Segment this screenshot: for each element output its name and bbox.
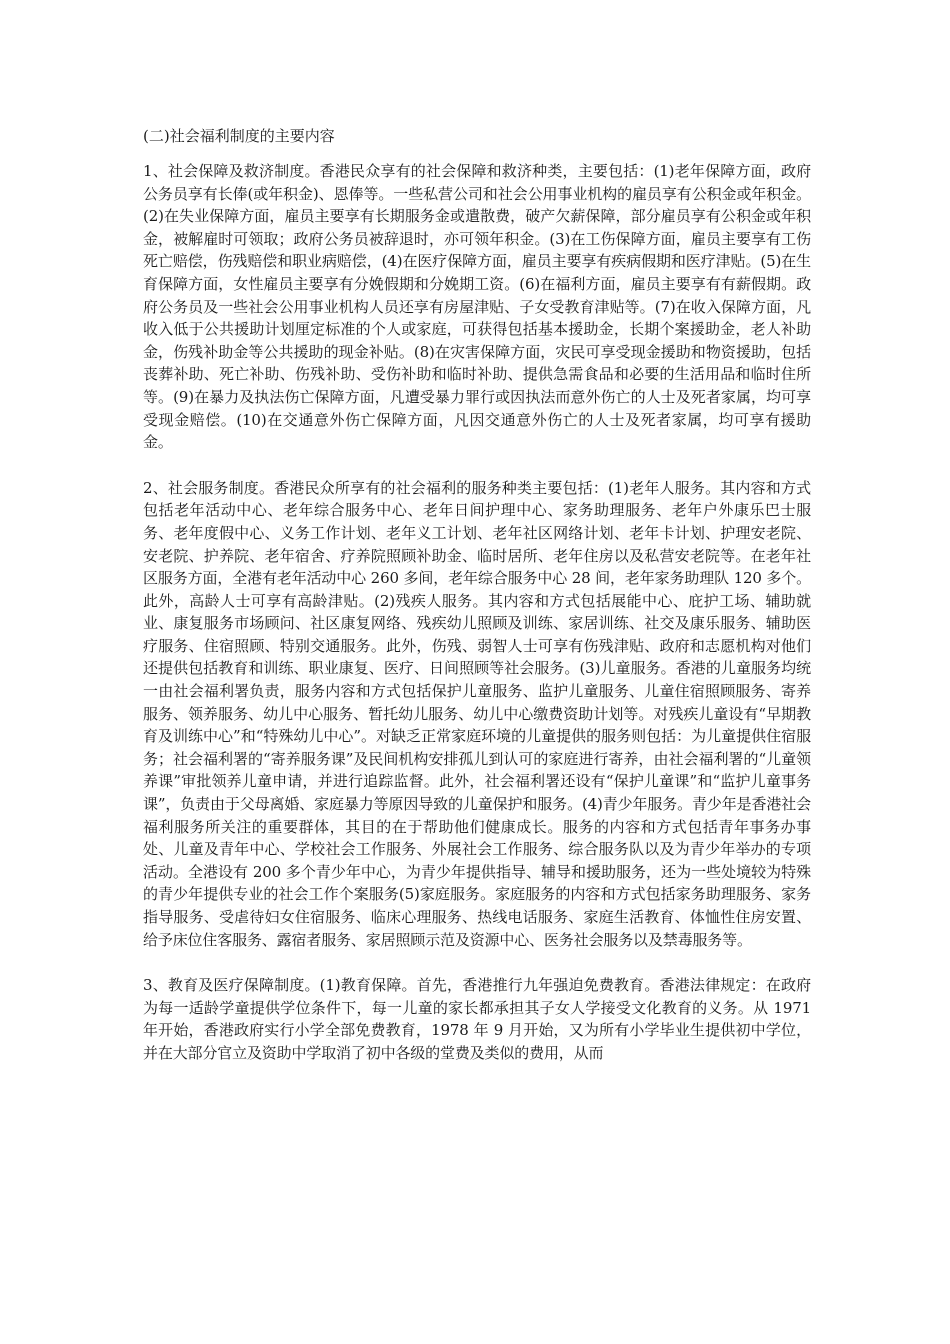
paragraph-social-services: 2、社会服务制度。香港民众所享有的社会福利的服务种类主要包括：(1)老年人服务。其内容和方式包括老年活动中心、老年综合服务中心、老年日间护理中心、家务助理服务、老年户外康乐巴士服务、老年度假中心、义务工作计划、老年义工计划、老年社区网络计划、老年卡计划、护理安老院、安老院、护养院、老年宿舍、疗养院照顾补助金、临时居所、老年住房以及私营安老院等。在老年社区服务方面，全港有老年活动中心 260 多间，老年综合服务中心 28 间，老年家务助理队 120 多个。此外，高龄人士可享有高龄津贴。(2)残疾人服务。其内容和方式包括展能中心、庇护工场、辅助就业、康复服务市场顾问、社区康复网络、残疾幼儿照顾及训练、家居训练、社交及康乐服务、辅助医疗服务、住宿照顾、特别交通服务。此外，伤残、弱智人士可享有伤残津贴、政府和志愿机构对他们还提供包括教育和训练、职业康复、医疗、日间照顾等社会服务。(3)儿童服务。香港的儿童服务均统一由社会福利署负责，服务内容和方式包括保护儿童服务、监护儿童服务、儿童住宿照顾服务、寄养服务、领养服务、幼儿中心服务、暂托幼儿服务、幼儿中心缴费资助计划等。对残疾儿童设有“早期教育及训练中心”和“特殊幼儿中心”。对缺乏正常家庭环境的儿童提供的服务则包括：为儿童提供住宿服务；社会福利署的“寄养服务课”及民间机构安排孤儿到认可的家庭进行寄养，由社会福利署的“儿童领养课”审批领养儿童申请，并进行追踪监督。此外，社会福利署还设有“保护儿童课”和“监护儿童事务课”，负责由于父母离婚、家庭暴力等原因导致的儿童保护和服务。(4)青少年服务。青少年是香港社会福利服务所关注的重要群体，其目的在于帮助他们健康成长。服务的内容和方式包括青年事务办事处、儿童及青年中心、学校社会工作服务、外展社会工作服务、综合服务队以及为青少年举办的专项活动。全港设有 200 多个青少年中心，为青少年提供指导、辅导和援助服务，还为一些处境较为特殊的青少年提供专业的社会工作个案服务(5)家庭服务。家庭服务的内容和方式包括家务助理服务、家务指导服务、受虐待妇女住宿服务、临床心理服务、热线电话服务、家庭生活教育、体恤性住房安置、给予床位住客服务、露宿者服务、家居照顾示范及资源中心、医务社会服务以及禁毒服务等。 — [143, 478, 811, 949]
document-page — [143, 124, 811, 1088]
paragraph-education-medical: 3、教育及医疗保障制度。(1)教育保障。首先，香港推行九年强迫免费教育。香港法律规定：在政府为每一适龄学童提供学位条件下，每一儿童的家长都承担其子女人学接受文化教育的义务。从 1971 年开始，香港政府实行小学全部免费教育，1978 年 9 月开始，又为所有小学毕业生提供初中学位，并在大部分官立及资助中学取消了初中各级的堂费及类似的费用，从而 — [143, 976, 811, 1062]
section-heading: (二)社会福利制度的主要内容 — [143, 127, 335, 145]
paragraph-social-security: 1、社会保障及救济制度。香港民众享有的社会保障和救济种类，主要包括：(1)老年保障方面，政府公务员享有长俸(或年积金)、恩俸等。一些私营公司和社会公用事业机构的雇员享有公积金或年积金。(2)在失业保障方面，雇员主要享有长期服务金或遣散费，破产欠薪保障，部分雇员享有公积金或年积金，被解雇时可领取；政府公务员被辞退时，亦可领年积金。(3)在工伤保障方面，雇员主要享有工伤死亡赔偿，伤残赔偿和职业病赔偿，(4)在医疗保障方面，雇员主要享有疾病假期和医疗津贴。(5)在生育保障方面，女性雇员主要享有分娩假期和分娩期工资。(6)在福利方面，雇员主要享有有薪假期。政府公务员及一些社会公用事业机构人员还享有房屋津贴、子女受教育津贴等。(7)在收入保障方面，凡收入低于公共援助计划厘定标准的个人或家庭，可获得包括基本援助金，长期个案援助金，老人补助金，伤残补助金等公共援助的现金补贴。(8)在灾害保障方面，灾民可享受现金援助和物资援助，包括丧葬补助、死亡补助、伤残补助、受伤补助和临时补助、提供急需食品和必要的生活用品和临时住所等。(9)在暴力及执法伤亡保障方面，凡遭受暴力罪行或因执法而意外伤亡的人士及死者家属，均可享受现金赔偿。(10)在交通意外伤亡保障方面，凡因交通意外伤亡的人士及死者家属，均可享有援助金。 — [143, 162, 811, 452]
